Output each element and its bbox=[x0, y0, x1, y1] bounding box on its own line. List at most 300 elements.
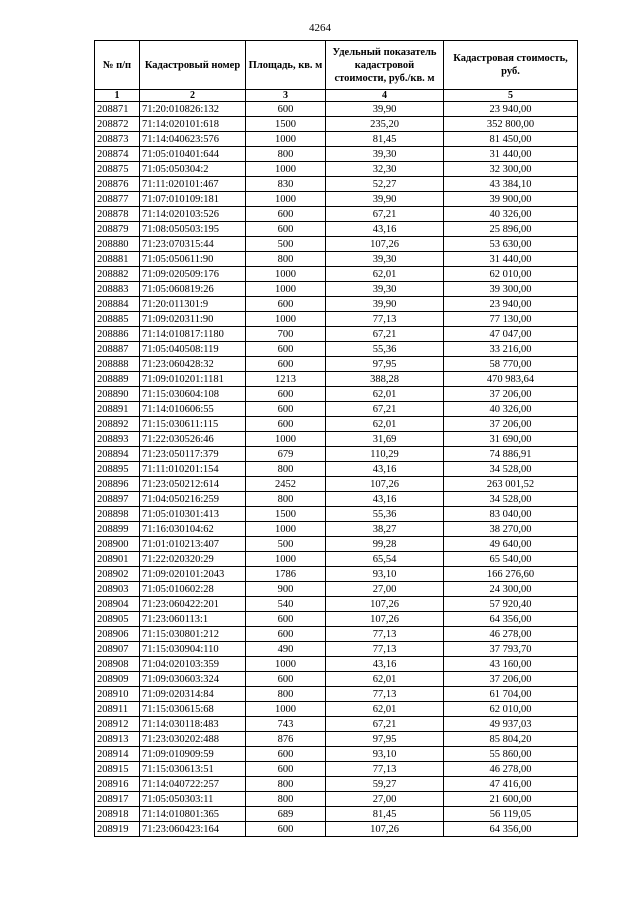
cadastral-cost: 77 130,00 bbox=[444, 312, 578, 327]
table-body bbox=[95, 102, 578, 837]
area-value: 1000 bbox=[246, 267, 326, 282]
cadastral-cost: 62 010,00 bbox=[444, 702, 578, 717]
area-value: 1000 bbox=[246, 432, 326, 447]
specific-value: 77,13 bbox=[326, 312, 444, 327]
cadastral-cost: 39 900,00 bbox=[444, 192, 578, 207]
table-row bbox=[95, 477, 578, 492]
specific-value: 81,45 bbox=[326, 132, 444, 147]
cadastral-cost: 81 450,00 bbox=[444, 132, 578, 147]
row-number: 208888 bbox=[95, 357, 140, 372]
row-number: 208873 bbox=[95, 132, 140, 147]
area-value: 1000 bbox=[246, 312, 326, 327]
specific-value: 43,16 bbox=[326, 492, 444, 507]
specific-value: 97,95 bbox=[326, 357, 444, 372]
table-row bbox=[95, 672, 578, 687]
area-value: 2452 bbox=[246, 477, 326, 492]
row-number: 208906 bbox=[95, 627, 140, 642]
specific-value: 39,30 bbox=[326, 252, 444, 267]
area-value: 830 bbox=[246, 177, 326, 192]
specific-value: 62,01 bbox=[326, 267, 444, 282]
area-value: 743 bbox=[246, 717, 326, 732]
specific-value: 62,01 bbox=[326, 387, 444, 402]
row-number: 208902 bbox=[95, 567, 140, 582]
cadastral-number: 71:14:010801:365 bbox=[140, 807, 246, 822]
cadastral-number: 71:15:030613:51 bbox=[140, 762, 246, 777]
cadastral-cost: 46 278,00 bbox=[444, 762, 578, 777]
specific-value: 43,16 bbox=[326, 462, 444, 477]
specific-value: 62,01 bbox=[326, 702, 444, 717]
table-row bbox=[95, 222, 578, 237]
specific-value: 62,01 bbox=[326, 417, 444, 432]
specific-value: 77,13 bbox=[326, 687, 444, 702]
cadastral-number: 71:15:030604:108 bbox=[140, 387, 246, 402]
cadastral-cost: 31 690,00 bbox=[444, 432, 578, 447]
cadastral-cost: 43 384,10 bbox=[444, 177, 578, 192]
cadastral-number: 71:15:030611:115 bbox=[140, 417, 246, 432]
area-value: 1500 bbox=[246, 507, 326, 522]
row-number: 208878 bbox=[95, 207, 140, 222]
row-number: 208879 bbox=[95, 222, 140, 237]
cadastral-cost: 31 440,00 bbox=[444, 252, 578, 267]
area-value: 1000 bbox=[246, 162, 326, 177]
row-number: 208912 bbox=[95, 717, 140, 732]
cadastral-cost: 21 600,00 bbox=[444, 792, 578, 807]
cadastral-number: 71:14:040722:257 bbox=[140, 777, 246, 792]
table-row bbox=[95, 447, 578, 462]
cadastral-cost: 83 040,00 bbox=[444, 507, 578, 522]
table-row bbox=[95, 237, 578, 252]
table-row bbox=[95, 252, 578, 267]
cadastral-cost: 46 278,00 bbox=[444, 627, 578, 642]
row-number: 208890 bbox=[95, 387, 140, 402]
cadastral-number: 71:14:010817:1180 bbox=[140, 327, 246, 342]
cadastral-number: 71:09:030603:324 bbox=[140, 672, 246, 687]
column-number: 4 bbox=[326, 90, 444, 102]
cadastral-number: 71:09:010909:59 bbox=[140, 747, 246, 762]
specific-value: 43,16 bbox=[326, 657, 444, 672]
header-cadastral-cost: Кадастровая стоимость, руб. bbox=[444, 41, 578, 90]
area-value: 900 bbox=[246, 582, 326, 597]
specific-value: 93,10 bbox=[326, 747, 444, 762]
area-value: 800 bbox=[246, 792, 326, 807]
page-number: 4264 bbox=[309, 22, 331, 34]
specific-value: 67,21 bbox=[326, 717, 444, 732]
row-number: 208896 bbox=[95, 477, 140, 492]
area-value: 1000 bbox=[246, 702, 326, 717]
area-value: 490 bbox=[246, 642, 326, 657]
row-number: 208907 bbox=[95, 642, 140, 657]
table-row bbox=[95, 312, 578, 327]
cadastral-cost: 57 920,40 bbox=[444, 597, 578, 612]
row-number: 208894 bbox=[95, 447, 140, 462]
row-number: 208891 bbox=[95, 402, 140, 417]
area-value: 700 bbox=[246, 327, 326, 342]
cadastral-cost: 43 160,00 bbox=[444, 657, 578, 672]
specific-value: 27,00 bbox=[326, 582, 444, 597]
area-value: 500 bbox=[246, 537, 326, 552]
header-specific-value: Удельный показатель кадастровой стоимости, руб./кв. м bbox=[326, 41, 444, 90]
cadastral-cost: 47 047,00 bbox=[444, 327, 578, 342]
table-row bbox=[95, 372, 578, 387]
row-number: 208914 bbox=[95, 747, 140, 762]
area-value: 600 bbox=[246, 627, 326, 642]
cadastral-cost: 40 326,00 bbox=[444, 402, 578, 417]
header-row bbox=[95, 41, 578, 90]
area-value: 1000 bbox=[246, 282, 326, 297]
row-number: 208903 bbox=[95, 582, 140, 597]
specific-value: 39,90 bbox=[326, 102, 444, 117]
row-number: 208895 bbox=[95, 462, 140, 477]
table-row bbox=[95, 537, 578, 552]
row-number: 208880 bbox=[95, 237, 140, 252]
column-number-row bbox=[95, 90, 578, 102]
cadastral-number: 71:09:020509:176 bbox=[140, 267, 246, 282]
specific-value: 81,45 bbox=[326, 807, 444, 822]
table-row bbox=[95, 642, 578, 657]
area-value: 1000 bbox=[246, 132, 326, 147]
specific-value: 107,26 bbox=[326, 477, 444, 492]
cadastral-cost: 34 528,00 bbox=[444, 462, 578, 477]
cadastral-cost: 25 896,00 bbox=[444, 222, 578, 237]
row-number: 208874 bbox=[95, 147, 140, 162]
table-row bbox=[95, 627, 578, 642]
area-value: 1000 bbox=[246, 192, 326, 207]
area-value: 600 bbox=[246, 417, 326, 432]
cadastral-number: 71:23:050117:379 bbox=[140, 447, 246, 462]
area-value: 1000 bbox=[246, 522, 326, 537]
area-value: 1500 bbox=[246, 117, 326, 132]
cadastral-cost: 62 010,00 bbox=[444, 267, 578, 282]
table-row bbox=[95, 552, 578, 567]
row-number: 208901 bbox=[95, 552, 140, 567]
cadastral-number: 71:14:010606:55 bbox=[140, 402, 246, 417]
row-number: 208908 bbox=[95, 657, 140, 672]
row-number: 208872 bbox=[95, 117, 140, 132]
row-number: 208877 bbox=[95, 192, 140, 207]
cadastral-cost: 31 440,00 bbox=[444, 147, 578, 162]
cadastral-cost: 32 300,00 bbox=[444, 162, 578, 177]
row-number: 208913 bbox=[95, 732, 140, 747]
table-row bbox=[95, 762, 578, 777]
cadastral-number: 71:16:030104:62 bbox=[140, 522, 246, 537]
cadastral-number: 71:05:010301:413 bbox=[140, 507, 246, 522]
specific-value: 39,90 bbox=[326, 192, 444, 207]
table-row bbox=[95, 612, 578, 627]
area-value: 600 bbox=[246, 672, 326, 687]
row-number: 208883 bbox=[95, 282, 140, 297]
specific-value: 388,28 bbox=[326, 372, 444, 387]
area-value: 600 bbox=[246, 357, 326, 372]
row-number: 208882 bbox=[95, 267, 140, 282]
header-area: Площадь, кв. м bbox=[246, 41, 326, 90]
cadastral-number: 71:14:020103:526 bbox=[140, 207, 246, 222]
table-row bbox=[95, 807, 578, 822]
cadastral-cost: 24 300,00 bbox=[444, 582, 578, 597]
row-number: 208897 bbox=[95, 492, 140, 507]
cadastral-number: 71:09:020314:84 bbox=[140, 687, 246, 702]
table-row bbox=[95, 792, 578, 807]
row-number: 208871 bbox=[95, 102, 140, 117]
cadastral-cost: 58 770,00 bbox=[444, 357, 578, 372]
header-cadastral-number: Кадастровый номер bbox=[140, 41, 246, 90]
area-value: 800 bbox=[246, 777, 326, 792]
cadastral-number: 71:05:040508:119 bbox=[140, 342, 246, 357]
cadastral-number: 71:14:040623:576 bbox=[140, 132, 246, 147]
cadastral-cost: 37 793,70 bbox=[444, 642, 578, 657]
table-row bbox=[95, 342, 578, 357]
area-value: 500 bbox=[246, 237, 326, 252]
specific-value: 99,28 bbox=[326, 537, 444, 552]
cadastral-cost: 166 276,60 bbox=[444, 567, 578, 582]
cadastral-number: 71:04:020103:359 bbox=[140, 657, 246, 672]
row-number: 208876 bbox=[95, 177, 140, 192]
area-value: 1000 bbox=[246, 657, 326, 672]
specific-value: 31,69 bbox=[326, 432, 444, 447]
cadastral-cost: 74 886,91 bbox=[444, 447, 578, 462]
table-row bbox=[95, 732, 578, 747]
table-row bbox=[95, 777, 578, 792]
cadastral-table bbox=[94, 40, 578, 837]
cadastral-cost: 23 940,00 bbox=[444, 297, 578, 312]
specific-value: 67,21 bbox=[326, 207, 444, 222]
cadastral-cost: 38 270,00 bbox=[444, 522, 578, 537]
cadastral-cost: 40 326,00 bbox=[444, 207, 578, 222]
row-number: 208884 bbox=[95, 297, 140, 312]
cadastral-number: 71:20:011301:9 bbox=[140, 297, 246, 312]
area-value: 600 bbox=[246, 747, 326, 762]
cadastral-cost: 55 860,00 bbox=[444, 747, 578, 762]
specific-value: 67,21 bbox=[326, 402, 444, 417]
header-number: № п/п bbox=[95, 41, 140, 90]
table-row bbox=[95, 567, 578, 582]
cadastral-number: 71:23:070315:44 bbox=[140, 237, 246, 252]
cadastral-number: 71:23:060113:1 bbox=[140, 612, 246, 627]
row-number: 208875 bbox=[95, 162, 140, 177]
cadastral-number: 71:05:050304:2 bbox=[140, 162, 246, 177]
row-number: 208899 bbox=[95, 522, 140, 537]
table-row bbox=[95, 402, 578, 417]
cadastral-cost: 49 640,00 bbox=[444, 537, 578, 552]
area-value: 1000 bbox=[246, 552, 326, 567]
table-row bbox=[95, 702, 578, 717]
table-row bbox=[95, 162, 578, 177]
cadastral-number: 71:09:020101:2043 bbox=[140, 567, 246, 582]
row-number: 208898 bbox=[95, 507, 140, 522]
cadastral-number: 71:01:010213:407 bbox=[140, 537, 246, 552]
specific-value: 62,01 bbox=[326, 672, 444, 687]
specific-value: 55,36 bbox=[326, 507, 444, 522]
cadastral-number: 71:15:030801:212 bbox=[140, 627, 246, 642]
cadastral-number: 71:15:030904:110 bbox=[140, 642, 246, 657]
area-value: 600 bbox=[246, 387, 326, 402]
cadastral-cost: 37 206,00 bbox=[444, 417, 578, 432]
specific-value: 107,26 bbox=[326, 612, 444, 627]
cadastral-cost: 33 216,00 bbox=[444, 342, 578, 357]
area-value: 800 bbox=[246, 147, 326, 162]
row-number: 208909 bbox=[95, 672, 140, 687]
row-number: 208918 bbox=[95, 807, 140, 822]
table-row bbox=[95, 717, 578, 732]
column-number: 3 bbox=[246, 90, 326, 102]
cadastral-number: 71:09:020311:90 bbox=[140, 312, 246, 327]
row-number: 208886 bbox=[95, 327, 140, 342]
cadastral-cost: 23 940,00 bbox=[444, 102, 578, 117]
cadastral-cost: 49 937,03 bbox=[444, 717, 578, 732]
table-row bbox=[95, 522, 578, 537]
cadastral-cost: 39 300,00 bbox=[444, 282, 578, 297]
cadastral-number: 71:23:060428:32 bbox=[140, 357, 246, 372]
cadastral-cost: 61 704,00 bbox=[444, 687, 578, 702]
area-value: 800 bbox=[246, 492, 326, 507]
column-number: 1 bbox=[95, 90, 140, 102]
cadastral-number: 71:11:010201:154 bbox=[140, 462, 246, 477]
row-number: 208892 bbox=[95, 417, 140, 432]
cadastral-cost: 352 800,00 bbox=[444, 117, 578, 132]
table-row bbox=[95, 417, 578, 432]
specific-value: 39,30 bbox=[326, 282, 444, 297]
table-row bbox=[95, 132, 578, 147]
table-row bbox=[95, 177, 578, 192]
area-value: 600 bbox=[246, 822, 326, 837]
specific-value: 97,95 bbox=[326, 732, 444, 747]
area-value: 600 bbox=[246, 612, 326, 627]
area-value: 1213 bbox=[246, 372, 326, 387]
row-number: 208904 bbox=[95, 597, 140, 612]
table-row bbox=[95, 147, 578, 162]
area-value: 600 bbox=[246, 297, 326, 312]
cadastral-number: 71:22:020320:29 bbox=[140, 552, 246, 567]
table-row bbox=[95, 387, 578, 402]
row-number: 208911 bbox=[95, 702, 140, 717]
specific-value: 59,27 bbox=[326, 777, 444, 792]
row-number: 208893 bbox=[95, 432, 140, 447]
area-value: 800 bbox=[246, 252, 326, 267]
cadastral-cost: 47 416,00 bbox=[444, 777, 578, 792]
cadastral-number: 71:05:050611:90 bbox=[140, 252, 246, 267]
specific-value: 67,21 bbox=[326, 327, 444, 342]
area-value: 876 bbox=[246, 732, 326, 747]
specific-value: 235,20 bbox=[326, 117, 444, 132]
area-value: 600 bbox=[246, 342, 326, 357]
specific-value: 107,26 bbox=[326, 237, 444, 252]
table-row bbox=[95, 462, 578, 477]
cadastral-cost: 470 983,64 bbox=[444, 372, 578, 387]
area-value: 1786 bbox=[246, 567, 326, 582]
specific-value: 32,30 bbox=[326, 162, 444, 177]
specific-value: 107,26 bbox=[326, 822, 444, 837]
cadastral-cost: 64 356,00 bbox=[444, 822, 578, 837]
cadastral-number: 71:04:050216:259 bbox=[140, 492, 246, 507]
table-row bbox=[95, 492, 578, 507]
cadastral-cost: 263 001,52 bbox=[444, 477, 578, 492]
row-number: 208905 bbox=[95, 612, 140, 627]
row-number: 208887 bbox=[95, 342, 140, 357]
specific-value: 77,13 bbox=[326, 627, 444, 642]
cadastral-cost: 37 206,00 bbox=[444, 672, 578, 687]
table-row bbox=[95, 267, 578, 282]
cadastral-cost: 56 119,05 bbox=[444, 807, 578, 822]
table-row bbox=[95, 282, 578, 297]
cadastral-cost: 85 804,20 bbox=[444, 732, 578, 747]
specific-value: 107,26 bbox=[326, 597, 444, 612]
row-number: 208900 bbox=[95, 537, 140, 552]
cadastral-cost: 65 540,00 bbox=[444, 552, 578, 567]
row-number: 208910 bbox=[95, 687, 140, 702]
row-number: 208915 bbox=[95, 762, 140, 777]
table-row bbox=[95, 192, 578, 207]
specific-value: 39,90 bbox=[326, 297, 444, 312]
area-value: 600 bbox=[246, 762, 326, 777]
table-row bbox=[95, 582, 578, 597]
cadastral-number: 71:23:060423:164 bbox=[140, 822, 246, 837]
table-row bbox=[95, 432, 578, 447]
row-number: 208916 bbox=[95, 777, 140, 792]
cadastral-number: 71:05:050303:11 bbox=[140, 792, 246, 807]
table-row bbox=[95, 207, 578, 222]
cadastral-number: 71:15:030615:68 bbox=[140, 702, 246, 717]
area-value: 600 bbox=[246, 207, 326, 222]
table-row bbox=[95, 357, 578, 372]
column-number: 2 bbox=[140, 90, 246, 102]
cadastral-number: 71:23:060422:201 bbox=[140, 597, 246, 612]
table-row bbox=[95, 657, 578, 672]
table-row bbox=[95, 597, 578, 612]
row-number: 208919 bbox=[95, 822, 140, 837]
cadastral-cost: 37 206,00 bbox=[444, 387, 578, 402]
specific-value: 55,36 bbox=[326, 342, 444, 357]
row-number: 208917 bbox=[95, 792, 140, 807]
specific-value: 38,27 bbox=[326, 522, 444, 537]
cadastral-number: 71:09:010201:1181 bbox=[140, 372, 246, 387]
cadastral-number: 71:14:020101:618 bbox=[140, 117, 246, 132]
table-row bbox=[95, 822, 578, 837]
area-value: 679 bbox=[246, 447, 326, 462]
cadastral-number: 71:05:060819:26 bbox=[140, 282, 246, 297]
table-row bbox=[95, 507, 578, 522]
specific-value: 43,16 bbox=[326, 222, 444, 237]
cadastral-number: 71:23:030202:488 bbox=[140, 732, 246, 747]
specific-value: 39,30 bbox=[326, 147, 444, 162]
specific-value: 77,13 bbox=[326, 762, 444, 777]
cadastral-number: 71:05:010602:28 bbox=[140, 582, 246, 597]
cadastral-number: 71:20:010826:132 bbox=[140, 102, 246, 117]
area-value: 800 bbox=[246, 687, 326, 702]
area-value: 800 bbox=[246, 462, 326, 477]
cadastral-cost: 64 356,00 bbox=[444, 612, 578, 627]
specific-value: 77,13 bbox=[326, 642, 444, 657]
cadastral-number: 71:08:050503:195 bbox=[140, 222, 246, 237]
area-value: 600 bbox=[246, 222, 326, 237]
table-row bbox=[95, 327, 578, 342]
cadastral-number: 71:07:010109:181 bbox=[140, 192, 246, 207]
cadastral-number: 71:11:020101:467 bbox=[140, 177, 246, 192]
column-number: 5 bbox=[444, 90, 578, 102]
cadastral-cost: 53 630,00 bbox=[444, 237, 578, 252]
specific-value: 93,10 bbox=[326, 567, 444, 582]
area-value: 540 bbox=[246, 597, 326, 612]
area-value: 600 bbox=[246, 402, 326, 417]
table-row bbox=[95, 297, 578, 312]
area-value: 689 bbox=[246, 807, 326, 822]
table-row bbox=[95, 117, 578, 132]
cadastral-number: 71:05:010401:644 bbox=[140, 147, 246, 162]
table-row bbox=[95, 687, 578, 702]
area-value: 600 bbox=[246, 102, 326, 117]
row-number: 208881 bbox=[95, 252, 140, 267]
specific-value: 27,00 bbox=[326, 792, 444, 807]
table-row bbox=[95, 747, 578, 762]
row-number: 208889 bbox=[95, 372, 140, 387]
